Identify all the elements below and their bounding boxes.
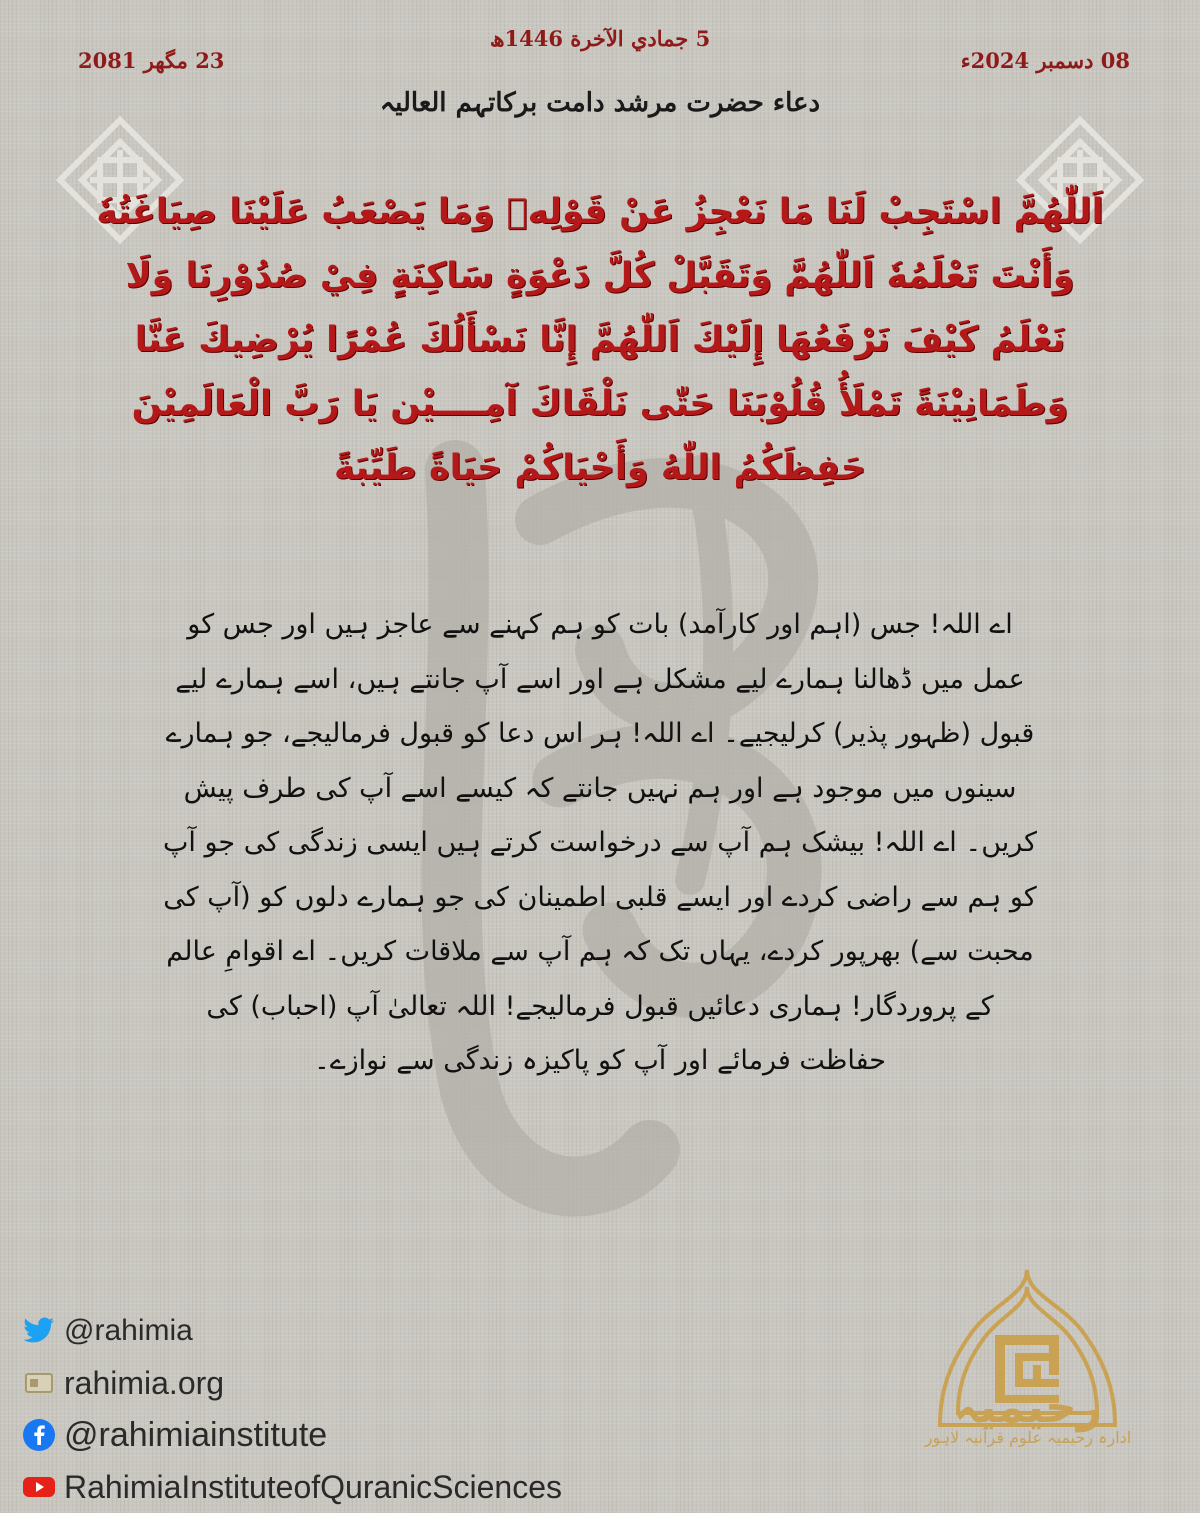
social-links (22, 1305, 562, 1513)
website-link[interactable] (22, 1357, 562, 1409)
facebook-handle: @rahimiainstitute (64, 1415, 328, 1454)
twitter-handle: @rahimia (64, 1314, 193, 1347)
youtube-link[interactable] (22, 1461, 562, 1513)
urdu-translation: اے اللہ! جس (اہم اور کارآمد) بات کو ہم کہنے سے عاجز ہیں اور جس کو عمل میں ڈھالنا ہمارے لیے مشکل ہے اور اسے آپ جانتے ہیں، اسے ہمارے لیے قبول (ظہور پذیر) کرلیجیے۔ اے اللہ! ہر اس دعا کو قبول فرمالیجے، جو ہمارے سینوں میں موجود ہے اور ہم نہیں جانتے کہ کیسے اسے آپ کی طرف پیش کریں۔ اے اللہ! بیشک ہم آپ سے درخواست کرتے ہیں ایسی زندگی کی جو آپ کو ہم سے راضی کردے اور ایسے قلبی اطمینان کی جو ہمارے دلوں کو (آپ کی محبت سے) بھرپور کردے، یہاں تک کہ ہم آپ سے ملاقات کریں۔ اے اقوامِ عالم کے پروردگار! ہماری دعائیں قبول فرمالیجے! اللہ تعالیٰ آپ (احباب) کی حفاظت فرمائے اور آپ کو پاکیزہ زندگی سے نوازے۔ (162, 609, 1038, 1076)
youtube-icon (22, 1470, 56, 1504)
arabic-dua: اَللّٰهُمَّ اسْتَجِبْ لَنَا مَا نَعْجِزُ عَنْ قَوْلِهٖ وَمَا يَصْعَبُ عَلَيْنَا صِيَاغَتُهٗ وَأَنْتَ تَعْلَمُهٗ اَللّٰهُمَّ وَتَقَبَّلْ كُلَّ دَعْوَةٍ سَاكِنَةٍ فِيْ صُدُوْرِنَا وَلَا نَعْلَمُ كَيْفَ نَرْفَعُهَا إِلَيْكَ اَللّٰهُمَّ إِنَّا نَسْأَلُكَ عُمْرًا يُرْضِيكَ عَنَّا وَطَمَانِيْنَةً تَمْلَأُ قُلُوْبَنَا حَتّٰى نَلْقَاكَ آمِــــيْن يَا رَبَّ الْعَالَمِيْنَ حَفِظَكُمُ اللّٰهُ وَأَحْيَاكُمْ حَيَاةً طَيِّبَةً (96, 192, 1104, 488)
youtube-channel: RahimiaInstituteofQuranicSciences (64, 1468, 563, 1505)
twitter-icon (22, 1314, 56, 1348)
twitter-link[interactable] (22, 1305, 562, 1357)
logo-wordmark: رحیمیہ (953, 1382, 1103, 1433)
facebook-link[interactable] (22, 1409, 562, 1461)
hijri-date: 5 جمادي الآخرة 1446ھ (489, 26, 711, 51)
logo-subtitle: ادارہ رحیمیہ علوم قرآنیہ لاہور (924, 1428, 1132, 1447)
gregorian-date: 08 دسمبر 2024ء (960, 48, 1130, 73)
web-icon (22, 1366, 56, 1400)
facebook-icon (22, 1418, 56, 1452)
bikrami-date: 23 مگھر 2081 (78, 48, 225, 73)
website-url: rahimia.org (64, 1364, 225, 1401)
page-title: دعاء حضرت مرشد دامت برکاتہم العالیہ (379, 88, 821, 118)
